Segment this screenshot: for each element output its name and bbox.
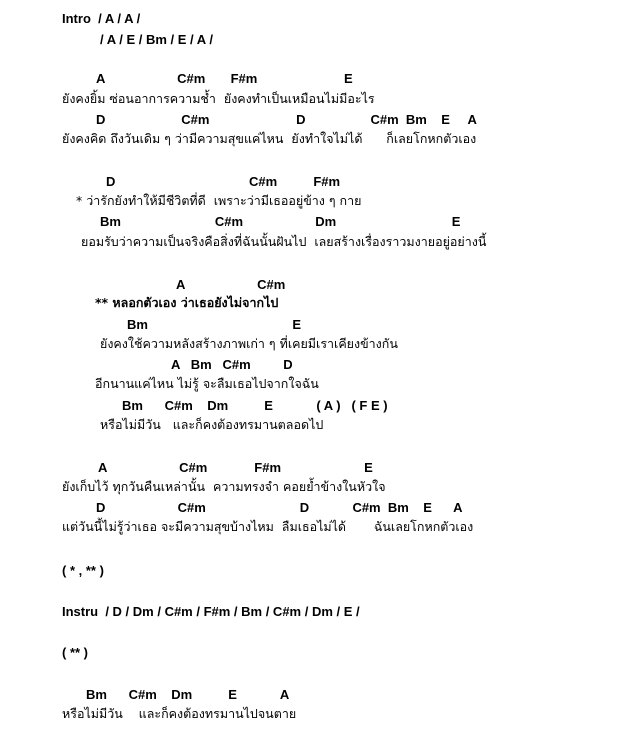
- chord-line: D C#m D C#m Bm E A: [96, 112, 477, 127]
- lyric-line: * ว่ารักยังทำให้มีชีวิตที่ดี เพราะว่ามีเธออยู่ข้าง ๆ กาย: [76, 193, 362, 208]
- chord-line: A C#m F#m E: [98, 460, 373, 475]
- chord-line: Bm E: [127, 317, 302, 332]
- chord-line: Bm C#m Dm E A: [86, 687, 290, 702]
- repeat-marker: ( * , ** ): [62, 563, 104, 578]
- lyric-line: ** หลอกตัวเอง ว่าเธอยังไม่จากไป: [95, 295, 279, 310]
- chord-line: D C#m D C#m Bm E A: [96, 500, 463, 515]
- chord-line: A Bm C#m D: [171, 357, 293, 372]
- chord-line: A C#m: [176, 277, 286, 292]
- lyric-line: ยอมรับว่าความเป็นจริงคือสิ่งที่ฉันนั้นฝันไป เลยสร้างเรื่องราวมงายอยู่อย่างนี้: [81, 234, 487, 249]
- intro-chords-line: / A / E / Bm / E / A /: [100, 32, 213, 47]
- lyric-line: ยังคงยิ้ม ซ่อนอาการความช้ำ ยังคงทำเป็นเหมือนไม่มีอะไร: [62, 91, 375, 106]
- chord-line: D C#m F#m: [106, 174, 341, 189]
- lyric-line: อีกนานแค่ไหน ไม่รู้ จะลืมเธอไปจากใจฉัน: [95, 376, 319, 391]
- lyric-line: หรือไม่มีวัน และก็คงต้องทรมานไปจนตาย: [62, 706, 297, 721]
- repeat-marker: ( ** ): [62, 645, 88, 660]
- instru-line: Instru / D / Dm / C#m / F#m / Bm / C#m / Dm / E /: [62, 604, 360, 619]
- intro-line: Intro / A / A /: [62, 11, 141, 26]
- lyric-line: หรือไม่มีวัน และก็คงต้องทรมานตลอดไป: [100, 417, 324, 432]
- chord-line: Bm C#m Dm E: [100, 214, 461, 229]
- chord-line: A C#m F#m E: [96, 71, 353, 86]
- lyric-line: ยังเก็บไว้ ทุกวันคืนเหล่านั้น ความทรงจำ คอยย้ำข้างในหัวใจ: [62, 479, 386, 494]
- chord-line: Bm C#m Dm E ( A ) ( F E ): [122, 398, 388, 413]
- lyric-line: ยังคงใช้ความหลังสร้างภาพเก่า ๆ ที่เคยมีเราเคียงข้างกัน: [100, 336, 398, 351]
- lyric-line: แต่วันนี้ไม่รู้ว่าเธอ จะมีความสุขบ้างไหม ลืมเธอไม่ได้ ฉันเลยโกหกตัวเอง: [62, 519, 474, 534]
- lyric-line: ยังคงคิด ถึงวันเดิม ๆ ว่ามีความสุขแค่ไหน ยังทำใจไม่ได้ ก็เลยโกหกตัวเอง: [62, 131, 477, 146]
